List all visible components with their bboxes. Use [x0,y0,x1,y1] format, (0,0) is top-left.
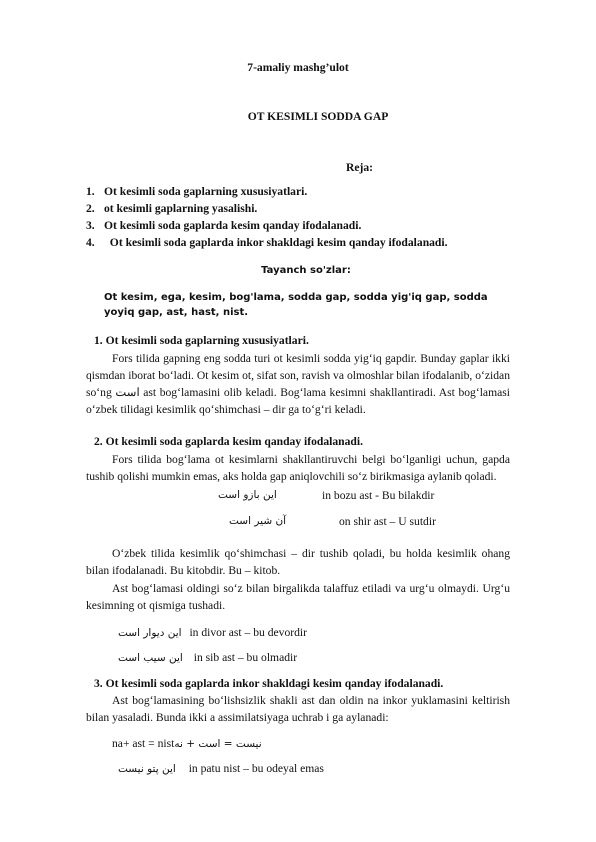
section1-heading: 1. Ot kesimli soda gaplarning xususiyatlari. [94,334,309,347]
section3-heading: 3. Ot kesimli soda gaplarda inkor shakldagi kesim qanday ifodalanadi. [94,677,444,690]
example5-text: in patu nist – bu odeyal emas [188,762,324,775]
example5 [118,760,324,778]
keywords-label: Tayanch so'zlar: [261,265,351,276]
example4-persian: این سیب است [118,652,183,664]
example3-persian: این دیوار است [118,627,182,639]
practice-title: 7-amaliy mashg’ulot [247,61,349,74]
formula-persian: نیست = است + نه [174,738,262,750]
plan-item: 3. Ot kesimli soda gaplarda kesim qanday ifodalanadi. [86,219,362,232]
example2-persian: آن شیر است [229,515,287,527]
example2-text: on shir ast – U sutdir [339,515,436,528]
example4 [118,649,297,667]
keywords-text: Ot kesim, ega, kesim, bog'lama, sodda gap, sodda yig'iq gap, sodda yoyiq gap, ast, hast, nist. [104,292,488,318]
plan-list [86,183,546,251]
plan-item: 4. Ot kesimli soda gaplarda inkor shakldagi kesim qanday ifodalanadi. [86,236,448,249]
section2-heading: 2. Ot kesimli soda gaplarda kesim qanday ifodalanadi. [94,435,363,448]
example1-text: in bozu ast - Bu bilakdir [322,489,435,502]
formula [112,735,262,753]
example5-persian: این پتو نیست [118,763,176,775]
section3-paragraph: Ast bog‘lamasining bo‘lishsizlik shakli ast dan oldin na inkor yuklamasini keltirish bilan yasaladi. Bunda ikki a assimilatsiyaga uchrab i ga aylanadi: [86,694,510,724]
section2-paragraph-2: O‘zbek tilida kesimlik qo‘shimchasi – dir tushib qoladi, bu holda kesimlik ohang bilan ifodalanadi. Bu kitobdir. Bu – kitob. [86,547,510,577]
example3 [118,624,307,642]
example4-text: in sib ast – bu olmadir [193,651,298,664]
section2-paragraph-1: Fors tilida bog‘lama ot kesimlarni shakllantiruvchi belgi bo‘lganligi uchun, gapda tushib qolishi mumkin emas, aks holda gap aniqlovchili so‘z birikmasiga aylanib qoladi. [86,453,510,483]
example1-persian: این بازو است [218,489,277,501]
topic-title: OT KESIMLI SODDA GAP [247,110,389,123]
formula-latin: na+ ast = nist [112,737,175,750]
plan-label: Reja: [346,161,374,174]
plan-item: 1. Ot kesimli soda gaplarning xususiyatlari. [86,185,308,198]
section2-paragraph-3: Ast bog‘lamasi oldingi so‘z bilan birgalikda talaffuz etiladi va urg‘u olmaydi. Urg‘u kesimning ot qismiga tushadi. [86,582,510,612]
section1-paragraph: Fors tilida gapning eng sodda turi ot kesimli sodda yig‘iq gapdir. Bunday gaplar ikki qismdan iborat bo‘ladi. Ot kesim ot, sifat son, ravish va olmoshlar bilan ifodalanib, o‘zidan so‘ng است ast bog‘lamasini olib keladi. Bog‘lama kesimni shakllantiradi. Ast bog‘lamasi o‘zbek tilidagi kesimlik qo‘shimchasi – dir ga to‘g‘ri keladi. [86,352,510,416]
plan-item: 2. ot kesimli gaplarning yasalishi. [86,202,258,215]
example3-text: in divor ast – bu devordir [189,626,307,639]
